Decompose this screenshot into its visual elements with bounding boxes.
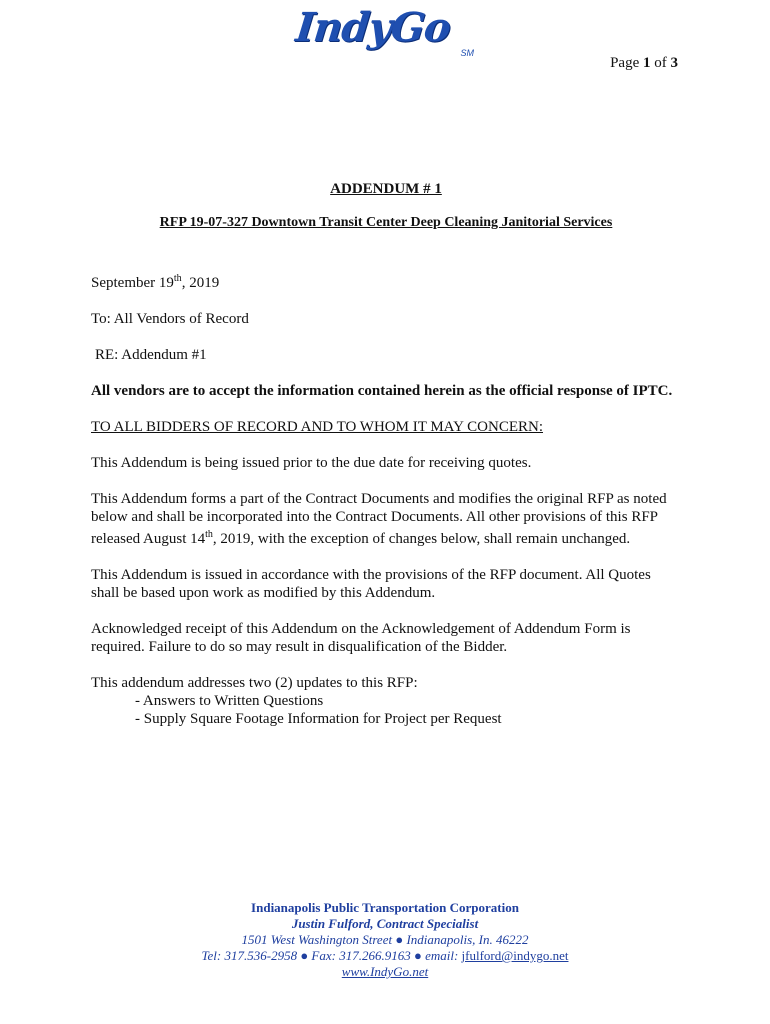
date-year: , 2019 xyxy=(181,275,220,291)
document-body xyxy=(91,180,681,728)
footer-organization: Indianapolis Public Transportation Corporation xyxy=(251,900,519,915)
footer-website xyxy=(0,964,770,980)
p2-suffix: th xyxy=(205,529,213,540)
paragraph-issued: This Addendum is being issued prior to the due date for receiving quotes. xyxy=(91,455,532,471)
paragraph-updates: This addendum addresses two (2) updates to this RFP: xyxy=(91,675,418,691)
footer-contact-line xyxy=(0,948,770,964)
list-item: - Answers to Written Questions xyxy=(135,693,324,709)
logo-wordmark: IndyGo xyxy=(293,4,453,51)
document-date xyxy=(91,270,681,292)
page-current: 1 xyxy=(643,55,651,71)
p2-end: , 2019, with the exception of changes below, shall remain unchanged. xyxy=(212,531,631,547)
logo-service-mark: SM xyxy=(460,48,474,58)
footer-phone-fax: Tel: 317.536-2958 ● Fax: 317.266.9163 ● email: xyxy=(201,948,462,963)
re-line: RE: Addendum #1 xyxy=(95,347,207,363)
website-link[interactable]: www.IndyGo.net xyxy=(341,964,429,979)
addendum-title: ADDENDUM # 1 xyxy=(330,181,442,197)
bidders-salutation: TO ALL BIDDERS OF RECORD AND TO WHOM IT MAY CONCERN: xyxy=(91,419,543,435)
page-prefix: Page xyxy=(610,55,643,71)
date-suffix: th xyxy=(173,273,182,284)
updates-list xyxy=(91,692,681,728)
page-number xyxy=(610,55,678,72)
page-of: of xyxy=(650,55,671,71)
date-main: September 19 xyxy=(91,275,174,291)
p2-main: This Addendum forms a part of the Contract Documents and modifies the original RFP as noted below and shall be incorporated into the Contract Documents. All other provisions of this RFP released August 14 xyxy=(91,491,667,547)
official-response-statement: All vendors are to accept the information contained herein as the official response of IPTC. xyxy=(91,383,673,399)
paragraph-contract-documents xyxy=(91,490,681,548)
paragraph-accordance: This Addendum is issued in accordance with the provisions of the RFP document. All Quotes shall be based upon work as modified by this Addendum. xyxy=(91,567,651,601)
paragraph-acknowledgement: Acknowledged receipt of this Addendum on the Acknowledgement of Addendum Form is required. Failure to do so may result in disqualification of the Bidder. xyxy=(91,621,631,655)
to-line: To: All Vendors of Record xyxy=(91,311,249,327)
list-item: - Supply Square Footage Information for Project per Request xyxy=(135,711,502,727)
page-total: 3 xyxy=(670,55,678,71)
footer-contact-person: Justin Fulford, Contract Specialist xyxy=(291,916,479,931)
email-link[interactable]: jfulford@indygo.net xyxy=(461,948,569,963)
footer-address: 1501 West Washington Street ● Indianapolis, In. 46222 xyxy=(241,932,529,947)
indygo-logo xyxy=(293,4,476,60)
rfp-subtitle: RFP 19-07-327 Downtown Transit Center Deep Cleaning Janitorial Services xyxy=(159,215,613,230)
letterhead-footer xyxy=(0,900,770,980)
